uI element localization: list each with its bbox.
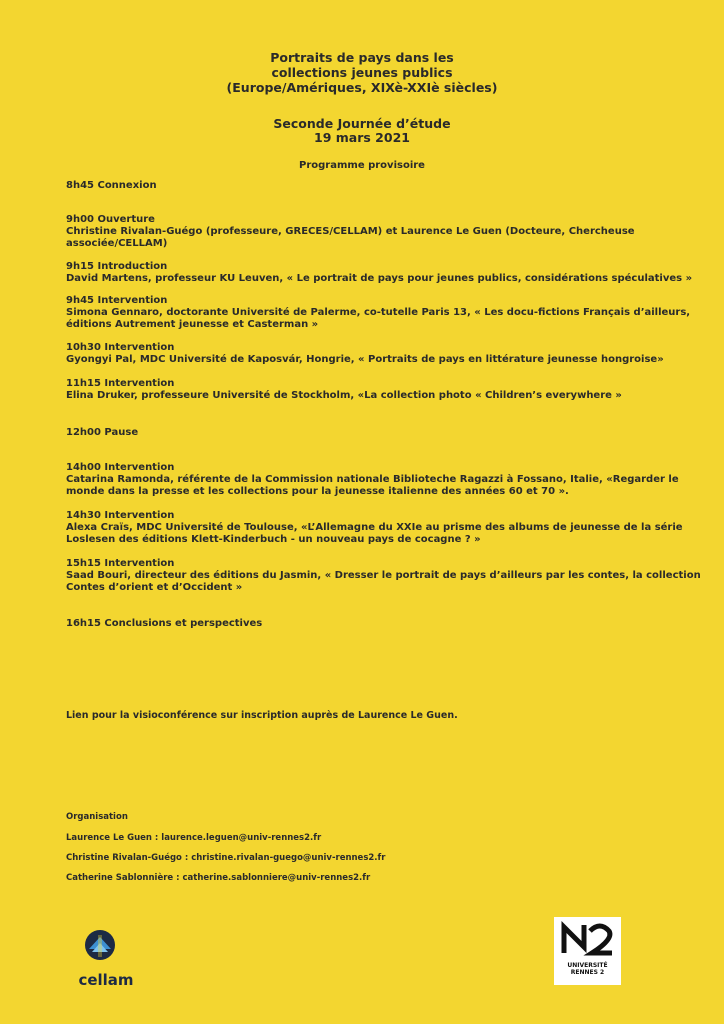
schedule-item — [66, 378, 666, 402]
schedule-line: 14h30 Intervention — [66, 510, 175, 521]
visioconference-note: Lien pour la visioconférence sur inscription auprès de Laurence Le Guen. — [66, 710, 458, 721]
schedule-line: monde dans la presse et les collections pour la jeunesse italienne des années 60 et 70 ». — [66, 486, 569, 497]
schedule-item — [66, 261, 693, 285]
schedule-line: 9h45 Intervention — [66, 295, 168, 306]
organisation-contact: Christine Rivalan-Guégo : christine.rivalan-guego@univ-rennes2.fr — [66, 853, 386, 863]
schedule-line: Simona Gennaro, doctorante Université de Palerme, co-tutelle Paris 13, « Les docu-fictions Français d’ailleurs, — [66, 307, 691, 318]
schedule-item — [66, 618, 666, 630]
organisation-contact: Laurence Le Guen : laurence.leguen@univ-rennes2.fr — [66, 833, 322, 843]
schedule-line: Saad Bouri, directeur des éditions du Jasmin, « Dresser le portrait de pays d’ailleurs par les contes, la collection — [66, 570, 701, 581]
subtitle: Seconde Journée d’étude — [273, 116, 451, 131]
title-line: (Europe/Amériques, XIXè-XXIè siècles) — [226, 80, 498, 95]
schedule-line: Christine Rivalan-Guégo (professeure, GRECES/CELLAM) et Laurence Le Guen (Docteure, Chercheuse — [66, 226, 635, 237]
schedule-item — [66, 180, 666, 192]
title-line: Portraits de pays dans les — [270, 50, 454, 65]
universite-rennes2-logo — [554, 917, 621, 985]
schedule-line: Loslesen des éditions Klett-Kinderbuch - un nouveau pays de cocagne ? » — [66, 534, 481, 545]
schedule-line: 12h00 Pause — [66, 427, 139, 438]
schedule-line: David Martens, professeur KU Leuven, « Le portrait de pays pour jeunes publics, considérations spéculatives » — [66, 273, 693, 284]
event-date: 19 mars 2021 — [314, 130, 410, 145]
schedule-item — [66, 462, 679, 498]
schedule-line: Alexa Craïs, MDC Université de Toulouse, «L’Allemagne du XXIe au prisme des albums de jeunesse de la série — [66, 522, 683, 533]
schedule-item — [66, 342, 666, 366]
schedule-line: 9h00 Ouverture — [66, 214, 155, 225]
organisation-contact: Catherine Sablonnière : catherine.sablonniere@univ-rennes2.fr — [66, 873, 371, 883]
schedule-line: 9h15 Introduction — [66, 261, 168, 272]
rennes2-emblem-icon — [554, 917, 621, 961]
schedule-line: Catarina Ramonda, référente de la Commission nationale Biblioteche Ragazzi à Fossano, Italie, «Regarder le — [66, 474, 679, 485]
schedule-line: 10h30 Intervention — [66, 342, 175, 353]
schedule-line: Elina Druker, professeure Université de Stockholm, «La collection photo « Children’s everywhere » — [66, 390, 622, 401]
schedule-line: éditions Autrement jeunesse et Casterman » — [66, 319, 319, 330]
event-subtitle — [0, 117, 724, 145]
schedule-line: 14h00 Intervention — [66, 462, 175, 473]
cellam-wordmark: cellam — [78, 971, 134, 989]
title-line: collections jeunes publics — [271, 65, 453, 80]
schedule-line: 15h15 Intervention — [66, 558, 175, 569]
cellam-logo — [70, 925, 142, 995]
schedule-line: Contes d’orient et d’Occident » — [66, 582, 243, 593]
schedule-line: 8h45 Connexion — [66, 180, 157, 191]
rennes2-line: UNIVERSITÉ — [567, 962, 608, 969]
document-title — [0, 50, 724, 95]
schedule-item — [66, 295, 691, 331]
rennes2-wordmark — [554, 962, 621, 976]
schedule-line: Gyongyi Pal, MDC Université de Kaposvár, Hongrie, « Portraits de pays en littérature jeunesse hongroise» — [66, 354, 664, 365]
rennes2-line: RENNES 2 — [570, 969, 605, 976]
cellam-emblem-icon — [70, 925, 142, 971]
schedule-item — [66, 214, 666, 250]
schedule-line: associée/CELLAM) — [66, 238, 168, 249]
schedule-item — [66, 427, 666, 439]
schedule-item — [66, 558, 701, 594]
organisation-heading: Organisation — [66, 812, 128, 822]
schedule-line: 11h15 Intervention — [66, 378, 175, 389]
programme-label: Programme provisoire — [299, 160, 425, 171]
schedule-item — [66, 510, 683, 546]
schedule-line: 16h15 Conclusions et perspectives — [66, 618, 263, 629]
